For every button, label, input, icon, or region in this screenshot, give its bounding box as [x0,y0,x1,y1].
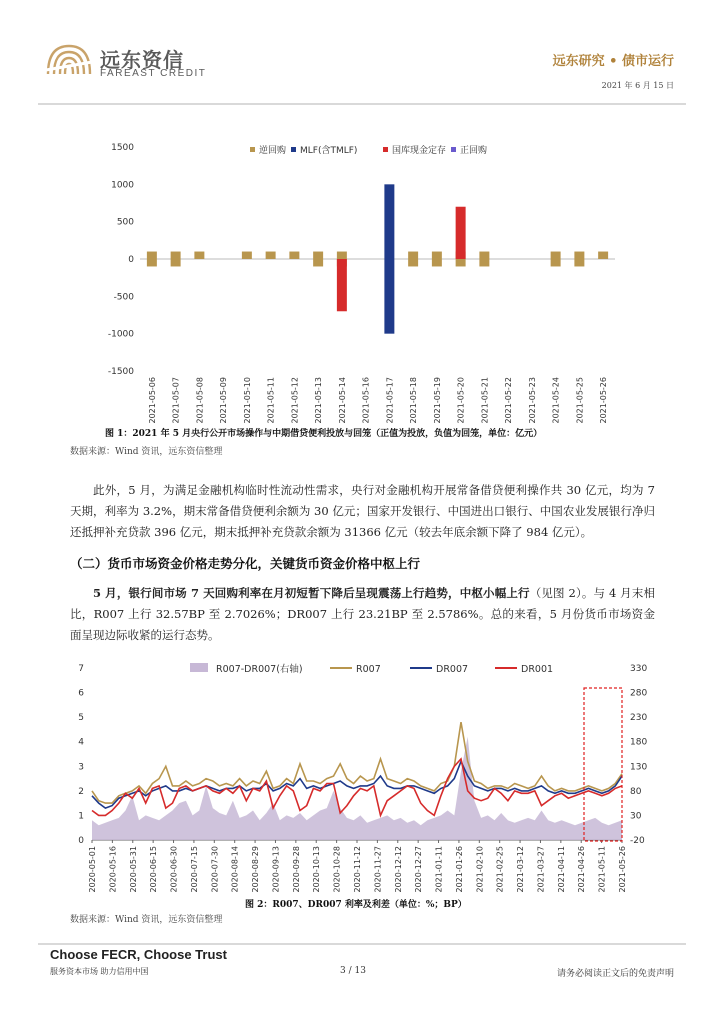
footer-slogan: Choose FECR, Choose Trust [50,947,227,962]
chart2-xtick-label: 2020-12-12 [393,846,403,893]
chart2-xtick-label: 2021-05-11 [597,846,607,893]
chart2-xtick-label: 2020-12-27 [414,846,424,893]
chart2-xtick-label: 2021-03-27 [536,846,546,893]
chart1-xtick-label: 2021-05-14 [337,377,347,424]
company-name-cn: 远东资信 [100,48,184,72]
chart1-xtick-label: 2021-05-16 [361,377,371,424]
chart2-xtick-label: 2020-08-14 [230,846,240,893]
paragraph-money-market-body: （见图 2）。与 4 月末相比，R007 上行 32.57BP 至 2.7026%；DR007 上行 23.21BP 至 2.5786%。总的来看，5 月份货币市场资金面呈现边际收紧的运行态势。 [70,586,655,642]
chart2-source: 数据来源：Wind 资讯，远东资信整理 [70,915,223,925]
chart2-xtick-label: 2020-06-30 [169,846,179,893]
chart1-bar [147,259,157,266]
chart1-bar [456,207,466,259]
chart2-xtick-label: 2020-09-28 [291,846,301,893]
chart1-bar [337,259,347,311]
chart2-legend-label: DR007 [436,664,469,675]
chart1-bar [456,259,466,266]
fareast-logo-icon [44,40,94,82]
chart1-bar [147,252,157,259]
chart1-ytick-label: 1000 [111,180,134,191]
footer-disclaimer: 请务必阅读正文后的免责声明 [556,969,674,979]
chart1-xtick-label: 2021-05-17 [385,377,395,424]
chart1-bar [408,259,418,266]
paragraph-money-market-lead: 5 月，银行间市场 7 天回购利率在月初短暂下降后呈现震荡上行趋势，中枢小幅上行 [93,586,530,600]
chart1-xtick-label: 2021-05-24 [551,377,561,424]
chart2-xtick-label: 2020-05-31 [128,846,138,893]
chart2-ytick-right: 230 [630,713,648,724]
chart2-ytick-left: 7 [78,664,84,674]
chart2-series-spread-area [92,737,622,840]
chart1-xtick-label: 2021-05-19 [432,377,442,424]
chart1-caption: 图 1：2021 年 5 月央行公开市场操作与中期借贷便利投放与回笼（正值为投放，负值为回笼，单位：亿元） [105,429,543,439]
chart2-xtick-label: 2020-11-12 [353,846,362,893]
chart2-ytick-left: 4 [78,737,84,748]
chart2-xtick-label: 2020-09-13 [271,846,281,893]
chart1-xtick-label: 2021-05-26 [599,377,609,424]
chart1-ytick-label: -500 [113,292,134,303]
chart1-ytick-label: 1500 [111,143,134,153]
chart1-xtick-label: 2021-05-07 [171,377,181,424]
chart1-xtick-label: 2021-05-11 [266,377,276,424]
chart2-ytick-right: 180 [630,737,648,748]
chart1-bar [479,259,489,266]
chart1-legend-label: 正回购 [460,146,488,156]
chart1-bar [289,252,299,259]
chart1-legend-label: 逆回购 [259,146,287,156]
chart1-bar [313,259,323,266]
chart1-xtick-label: 2021-05-20 [456,377,466,424]
chart1-ytick-label: 0 [128,255,134,265]
chart1-legend-swatch [383,147,388,152]
chart2-ytick-left: 1 [78,811,84,822]
chart2-legend-swatch [190,663,208,672]
chart1-bar [479,252,489,259]
report-series-title: 远东研究 • 债市运行 [552,54,674,69]
chart1-bar [551,252,561,259]
chart2-highlight-box [584,688,622,841]
chart1-xtick-label: 2021-05-21 [480,377,490,424]
chart2-xtick-label: 2020-05-16 [108,846,118,893]
chart2-xtick-label: 2021-01-11 [434,846,444,893]
chart1-bar [337,252,347,259]
chart2-ytick-right: 280 [630,688,648,699]
chart1-source: 数据来源：Wind 资讯，远东资信整理 [70,447,223,457]
chart2-xtick-label: 2020-07-30 [210,846,220,893]
chart2-xtick-label: 2020-07-15 [189,846,199,893]
company-name-en: FAREAST CREDIT [100,68,207,79]
chart1-bar [598,252,608,259]
paragraph-slf-psl: 此外，5 月，为满足金融机构临时性流动性需求，央行对金融机构开展常备借贷便利操作共 30 亿元，均为 7 天期，利率为 3.2%，期末常备借贷便利余额为 30 亿元；国家开发银行、中国进出口银行、中国农业发展银行净归还抵押补充贷款 396 亿元，期末抵押补充贷款余额为 31366 亿元（较去年底余额下降了 984 亿元）。 [70,483,655,539]
section-2-title: （二）货币市场资金价格走势分化，关键货币资金价格中枢上行 [70,556,421,571]
chart2-ytick-left: 0 [78,836,84,846]
chart1-legend-label: 国库现金定存 [392,146,447,156]
chart1-xtick-label: 2021-05-09 [219,377,229,424]
chart2-ytick-left: 3 [78,762,84,773]
chart1-xtick-label: 2021-05-18 [409,377,419,424]
paragraph-money-market [70,583,655,646]
chart1-legend-swatch [291,147,296,152]
chart1-bar [432,252,442,259]
chart2-xtick-label: 2020-11-27 [373,846,383,893]
chart2-xtick-label: 2021-04-11 [556,846,566,893]
chart1-bar [242,252,252,259]
chart2-ytick-right: -20 [630,836,645,846]
chart2-ytick-right: 130 [630,762,648,773]
chart1-bar [384,184,394,259]
footer-divider [38,943,686,945]
chart1-bar [313,252,323,259]
report-date: 2021 年 6 月 15 日 [601,81,674,90]
chart1-bar [384,259,394,334]
chart1-bar [432,259,442,266]
chart2-ytick-left: 2 [78,786,84,797]
chart2-xtick-label: 2021-04-26 [577,846,587,893]
chart1-xtick-label: 2021-05-22 [504,377,514,424]
chart2-xtick-label: 2021-02-10 [475,846,485,893]
chart1-bar [574,259,584,266]
chart2-legend-label: DR001 [521,664,554,675]
chart1-bar [194,252,204,259]
chart1-xtick-label: 2021-05-25 [575,377,585,424]
chart1-bar [171,252,181,259]
chart2-xtick-label: 2021-03-12 [516,846,526,893]
chart2-legend-label: R007-DR007(右轴) [216,664,303,675]
page-number: 3 / 13 [340,966,366,976]
chart1-legend-swatch [451,147,456,152]
chart1-xtick-label: 2021-05-23 [527,377,537,424]
chart2-legend-label: R007 [356,664,381,675]
chart1-ytick-label: -1000 [107,329,134,340]
chart2-xtick-label: 2020-10-28 [332,846,342,893]
chart1-bar [171,259,181,266]
chart1-ytick-label: 500 [116,217,134,228]
chart2-xtick-label: 2020-06-15 [149,846,159,893]
chart1-bar [266,252,276,259]
chart2-ytick-left: 6 [78,688,84,699]
chart2-xtick-label: 2020-05-01 [88,846,97,893]
chart2-ytick-right: 80 [630,786,642,797]
chart1-bar [408,252,418,259]
chart2-ytick-left: 5 [78,713,84,724]
chart2-xtick-label: 2021-01-26 [454,846,464,893]
header-divider [38,103,686,105]
chart1-ytick-label: -1500 [107,367,134,377]
chart1-xtick-label: 2021-05-12 [290,377,300,424]
chart2-repo-rate-line-chart [70,660,670,896]
chart1-legend-label: MLF(含TMLF) [300,146,358,156]
chart2-xtick-label: 2021-02-25 [495,846,505,893]
chart1-omo-bar-chart [70,135,650,427]
chart1-xtick-label: 2021-05-13 [314,377,324,424]
chart2-caption: 图 2：R007、DR007 利率及利差（单位：%；BP） [245,900,467,910]
chart1-xtick-label: 2021-05-08 [195,377,205,424]
chart2-xtick-label: 2021-05-26 [618,846,627,893]
chart1-xtick-label: 2021-05-06 [147,377,157,424]
chart2-xtick-label: 2020-08-29 [251,846,261,893]
chart2-xtick-label: 2020-10-13 [312,846,322,893]
chart2-ytick-right: 330 [630,664,648,674]
chart1-bar [551,259,561,266]
chart1-legend-swatch [250,147,255,152]
chart2-ytick-right: 30 [630,811,642,822]
chart1-bar [574,252,584,259]
chart1-xtick-label: 2021-05-10 [242,377,252,424]
footer-subslogan: 服务资本市场 助力信用中国 [50,967,149,976]
